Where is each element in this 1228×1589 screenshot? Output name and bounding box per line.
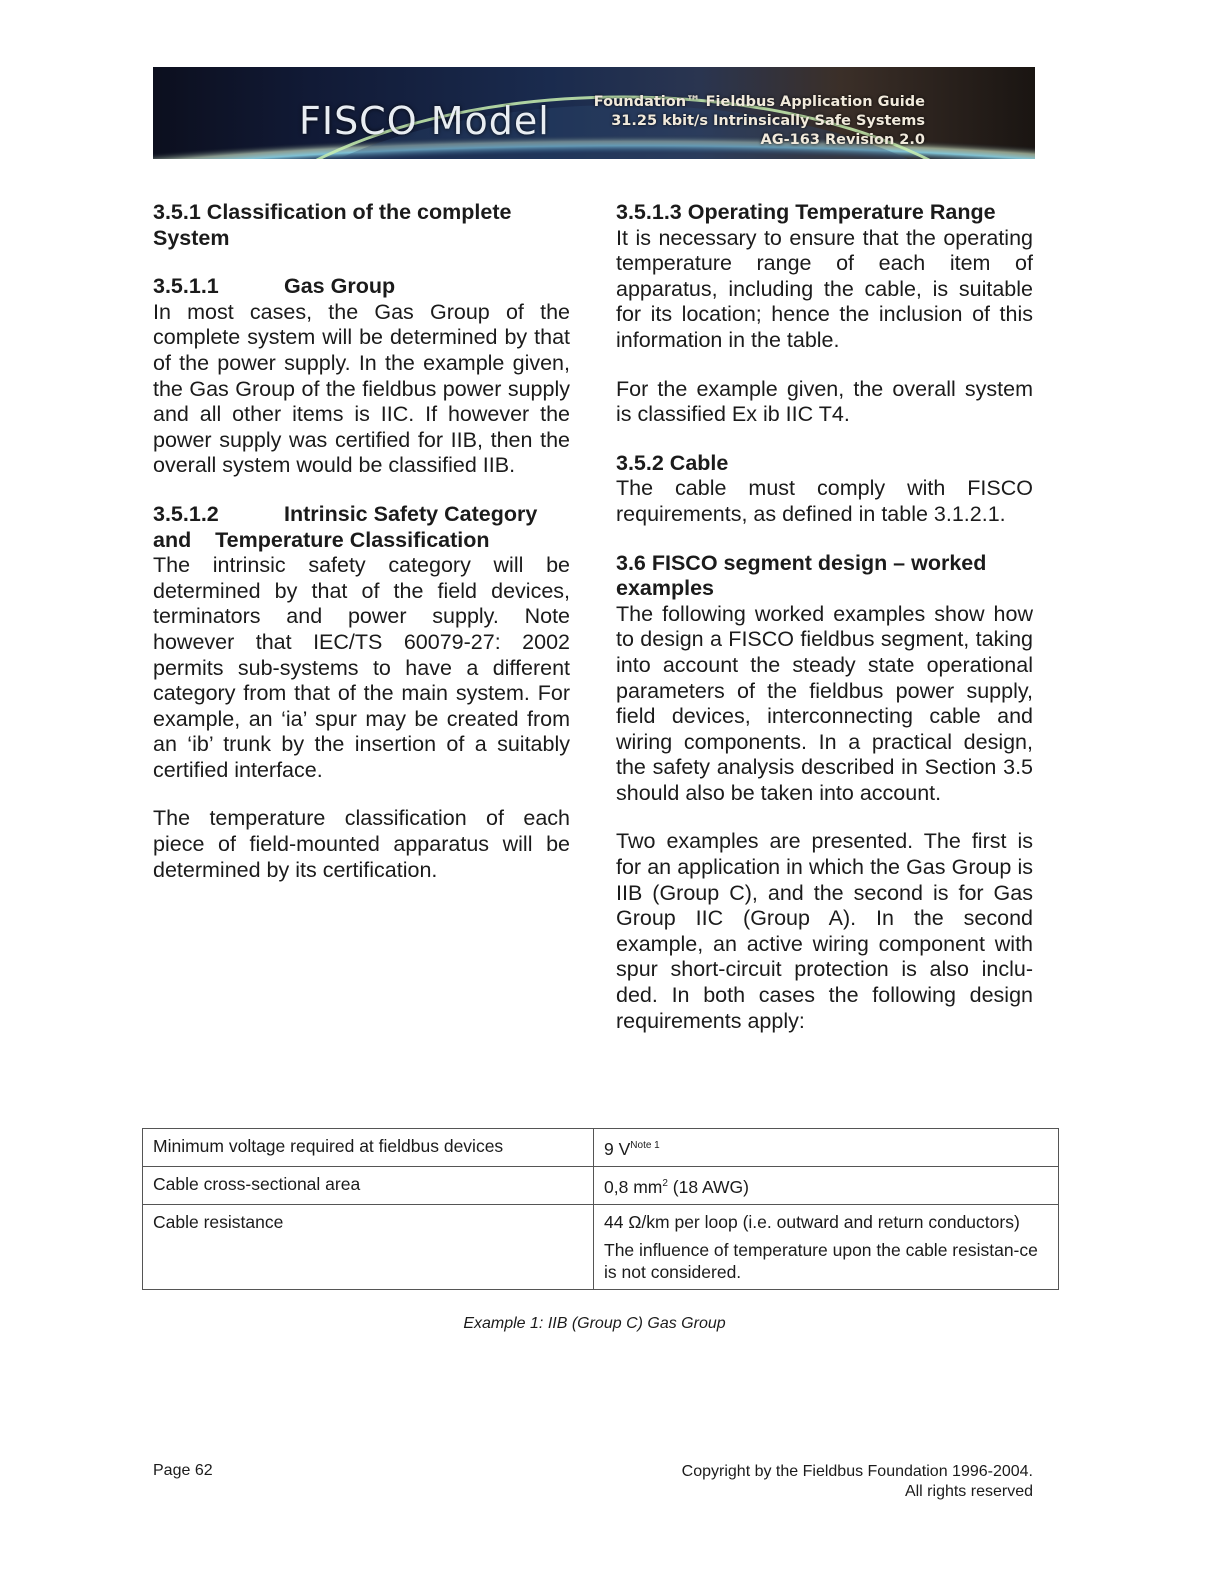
exponent-superscript: 2: [662, 1177, 668, 1189]
right-column: [616, 200, 1033, 1057]
section-3-5-1-2-heading: [153, 502, 570, 528]
table-cell-key: Cable cross-sectional area: [143, 1166, 594, 1204]
section-3-5-1-heading: 3.5.1 Classification of the complete System: [153, 200, 512, 250]
header-banner: [153, 67, 1035, 159]
banner-line-1: Foundation™ Fieldbus Application Guide: [593, 94, 925, 110]
rights-line: All rights reserved: [904, 1483, 1033, 1500]
value-text: 0,8 mm: [604, 1176, 663, 1197]
value-text: 44 Ω/km per loop (i.e. outward and return conductors): [604, 1211, 1020, 1232]
table-cell-key: Minimum voltage required at fieldbus devices: [143, 1129, 594, 1167]
section-number: 3.5.1.1: [153, 274, 219, 299]
section-title: Intrinsic Safety Category: [284, 501, 538, 526]
safety-category-paragraph: The intrinsic safety category will be determined by that of the field devices, terminators and power supply. Note however that IEC/TS 60079-27: 2002 permits sub-systems to have a different category from that of the main system. For example, an ‘ia’ spur may be created from an ‘ib’ trunk by the insertion of a suitably certified interface.: [153, 553, 570, 782]
section-title: Gas Group: [284, 274, 396, 299]
value-note: The influence of temperature upon the cable resistan-ce is not considered.: [604, 1239, 1038, 1282]
section-3-5-1-2-heading-cont: and Temperature Classification: [153, 527, 490, 552]
system-class-paragraph: For the example given, the overall system is classified Ex ib IIC T4.: [616, 376, 1033, 427]
cable-paragraph: The cable must comply with FISCO requirements, as defined in table 3.1.2.1.: [616, 476, 1033, 526]
value-text-suffix: (18 AWG): [667, 1176, 749, 1197]
design-requirements-table: [142, 1128, 1059, 1290]
gas-group-paragraph: In most cases, the Gas Group of the complete system will be determined by that of the power supply. In the example given, the Gas Group of the fieldbus power supply and all other items is IIC. If however the power supply was certified for IIB, then the overall system would be classified IIB.: [153, 299, 570, 478]
table-cell-value: [594, 1166, 1059, 1204]
table-caption: Example 1: IIB (Group C) Gas Group: [463, 1315, 726, 1332]
banner-subtitle: [594, 93, 925, 150]
table-row: [143, 1129, 1059, 1167]
copyright-notice: [682, 1462, 1033, 1502]
page-number: Page 62: [153, 1462, 213, 1479]
note-superscript: Note 1: [630, 1140, 660, 1151]
section-3-5-1-1-heading: [153, 274, 570, 300]
table-row: [143, 1204, 1059, 1289]
temperature-class-paragraph: The temperature classification of each piece of field-mounted apparatus will be determined by its certification.: [153, 806, 570, 882]
section-3-5-2-heading: 3.5.2 Cable: [616, 450, 729, 475]
copyright-line: Copyright by the Fieldbus Foundation 1996-2004.: [681, 1463, 1033, 1480]
table-row: [143, 1166, 1059, 1204]
table-cell-key: Cable resistance: [143, 1204, 594, 1289]
segment-design-paragraph: The following worked examples show how to design a FISCO fieldbus segment, taking into account the steady state operational parameters of the fieldbus power supply, field devices, interconnecting cable and wiring components. In a practical design, the safety analysis described in Section 3.5 should also be taken into account.: [616, 601, 1033, 805]
left-column: [153, 200, 570, 906]
section-3-6-heading: 3.6 FISCO segment design – worked examples: [616, 550, 987, 601]
value-text: 9 V: [604, 1138, 631, 1159]
table-cell-value: [594, 1129, 1059, 1167]
section-3-5-1-3-heading: 3.5.1.3 Operating Temperature Range: [616, 200, 996, 224]
examples-paragraph: Two examples are presented. The first is for an application in which the Gas Group is IIB (Group C), and the second is for Gas Group IIC (Group A). In the second example, an active wiring component with spur short-circuit protection is also inclu-ded. In both cases the following design requirements apply:: [616, 829, 1033, 1033]
operating-temp-paragraph: It is necessary to ensure that the operating temperature range of each item of apparatus, including the cable, is suitable for its location; hence the inclusion of this information in the table.: [616, 225, 1033, 352]
banner-title: FISCO Model: [299, 99, 550, 143]
table-cell-value: [594, 1204, 1059, 1289]
banner-line-3: AG-163 Revision 2.0: [760, 132, 925, 148]
section-number: 3.5.1.2: [153, 501, 219, 526]
banner-line-2: 31.25 kbit/s Intrinsically Safe Systems: [611, 113, 925, 129]
